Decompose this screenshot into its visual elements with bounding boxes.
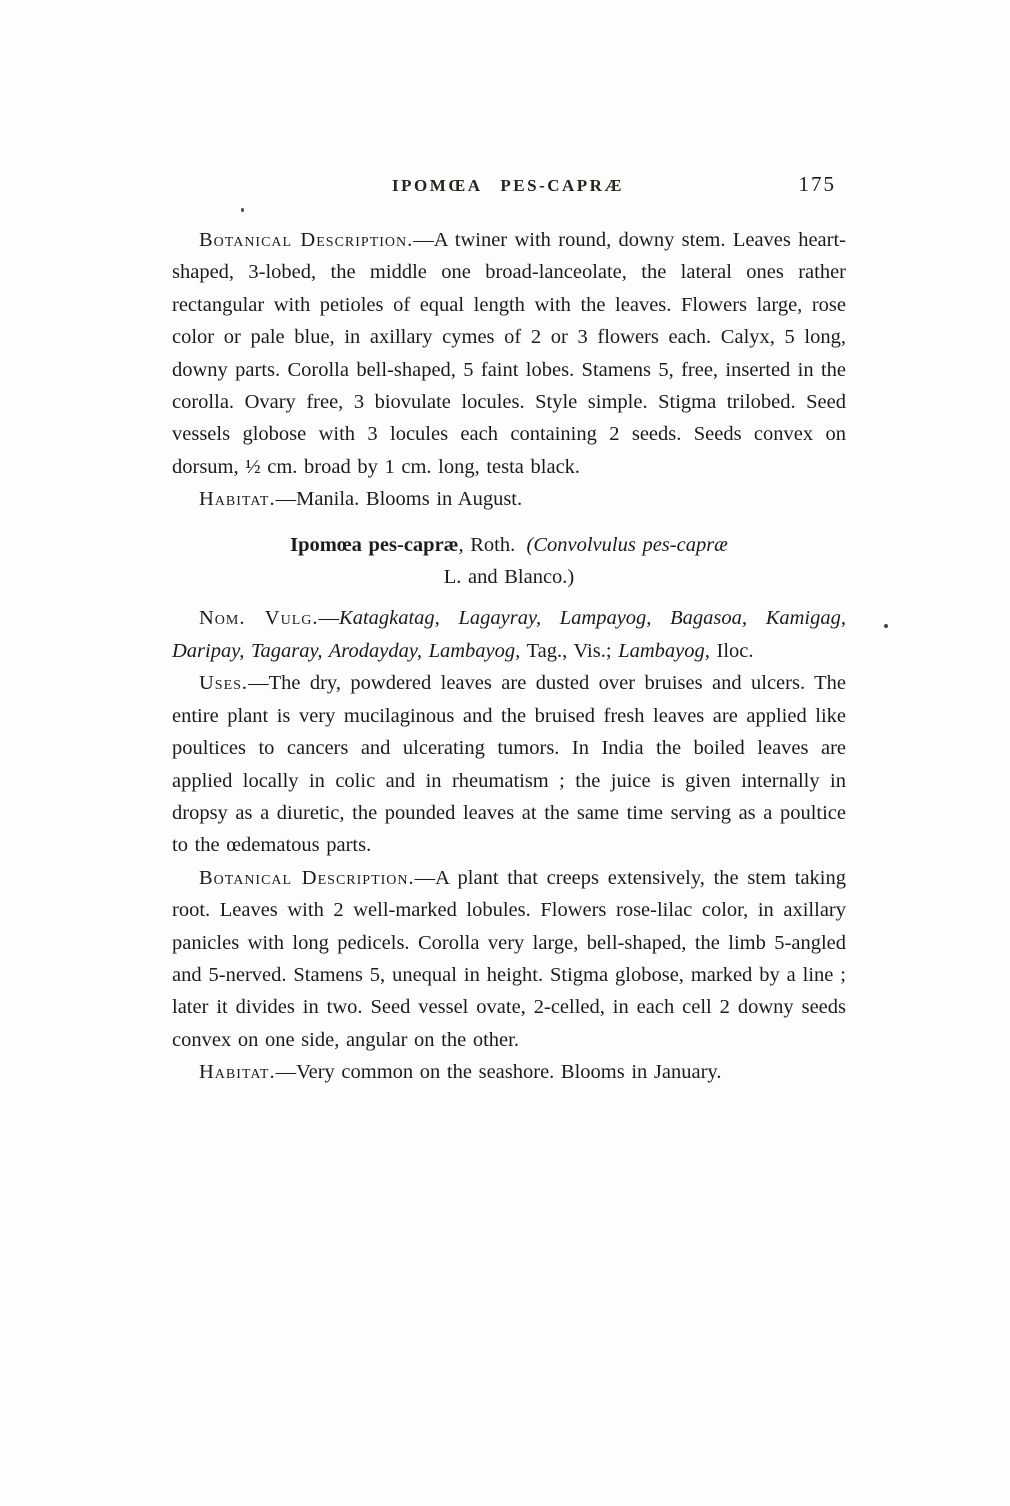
paragraph-text: —Very common on the seashore. Blooms in January. [275, 1061, 722, 1084]
paragraph-text: —Manila. Blooms in August. [275, 488, 523, 511]
section-label-botanical-description: Botanical Description. [199, 866, 415, 889]
page-number: 175 [798, 172, 836, 196]
vernacular-name: Lambayog, [618, 639, 710, 662]
page-body [172, 224, 846, 1089]
dash: — [318, 607, 340, 630]
page-header [172, 172, 844, 196]
scan-artifact-dot [884, 624, 888, 628]
section-label-habitat: Habitat. [199, 488, 276, 511]
species-name: Ipomœa pes-capræ [290, 533, 459, 556]
species-authority: , Roth. [458, 533, 516, 556]
scan-artifact-dot [241, 208, 244, 212]
paragraph-uses [172, 667, 846, 861]
species-synonym: (Convolvulus pes-capræ [526, 533, 728, 556]
species-heading-line-2 [172, 561, 846, 593]
paragraph-habitat-2 [172, 1056, 846, 1088]
paragraph-nom-vulg [172, 602, 846, 667]
paragraph-text: Tag., Vis.; [520, 639, 619, 662]
paragraph-text: Iloc. [709, 639, 754, 662]
paragraph-habitat-1 [172, 483, 846, 515]
species-heading [172, 529, 846, 594]
running-title: IPOMŒA PES-CAPRÆ [392, 176, 624, 195]
paragraph-text: —A plant that creeps extensively, the stem taking root. Leaves with 2 well-marked lobules. Flowers rose-lilac color, in axillary panicles with long pedicels. Corolla very large, bell-shaped, the limb 5-angled and 5-nerved. Stamens 5, unequal in height. Stigma globose, marked by a line ; later it divides in two. Seed vessel ovate, 2-celled, in each cell 2 downy seeds convex on one side, angular on the other. [172, 866, 846, 1051]
section-label-uses: Uses. [199, 672, 249, 695]
paragraph-text: —The dry, powdered leaves are dusted over bruises and ulcers. The entire plant is very mucilaginous and the bruised fresh leaves are applied like poultices to cancers and ulcerating tumors. In India the boiled leaves are applied locally in colic and in rheumatism ; the juice is given internally in dropsy as a diuretic, the pounded leaves at the same time serving as a poultice to the œdematous parts. [172, 672, 846, 857]
paragraph-text: —A twiner with round, downy stem. Leaves heart-shaped, 3-lobed, the middle one broad-lanceolate, the lateral ones rather rectangular with petioles of equal length with the leaves. Flowers large, rose color or pale blue, in axillary cymes of 2 or 3 flowers each. Calyx, 5 long, downy parts. Corolla bell-shaped, 5 faint lobes. Stamens 5, free, inserted in the corolla. Ovary free, 3 biovulate locules. Style simple. Stigma trilobed. Seed vessels globose with 3 locules each containing 2 seeds. Seeds convex on dorsum, ½ cm. broad by 1 cm. long, testa black. [172, 229, 846, 478]
paragraph-botanical-description-2 [172, 862, 846, 1056]
species-heading-line-1 [172, 529, 846, 561]
paragraph-botanical-description-1 [172, 224, 846, 483]
section-label-habitat: Habitat. [199, 1061, 276, 1084]
species-synonym-continued: L. and Blanco.) [443, 566, 575, 589]
section-label-nom-vulg: Nom. Vulg. [199, 607, 319, 630]
vernacular-names: Katagkatag, Lagayray, Lampayog, Bagasoa, Kamigag, Daripay, Tagaray, Arodayday, Lambayog, [172, 607, 846, 662]
section-label-botanical-description: Botanical Description. [199, 229, 414, 251]
